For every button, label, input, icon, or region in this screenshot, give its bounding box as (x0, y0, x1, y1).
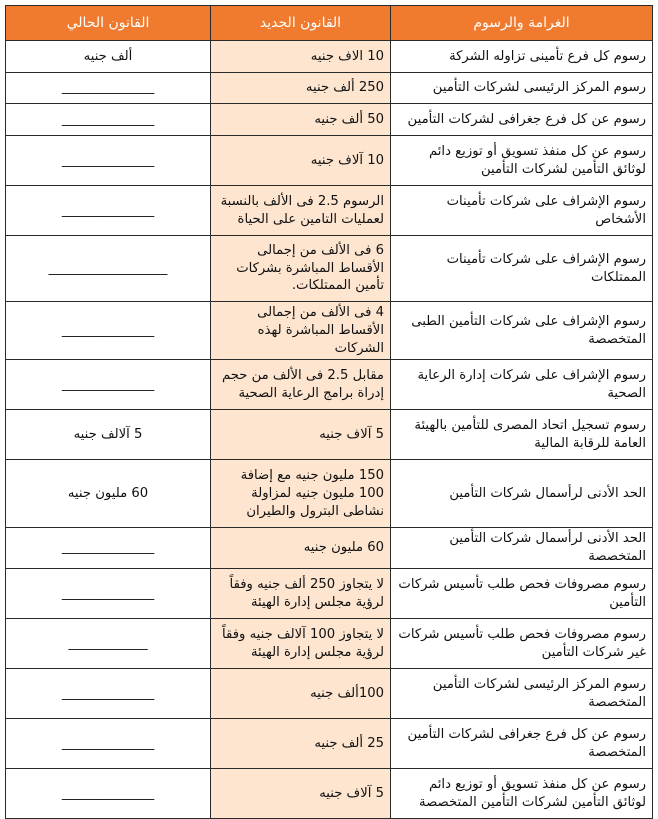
current-law-cell: ______________ (6, 360, 211, 410)
fees-comparison-table (5, 5, 653, 819)
fee-cell: الحد الأدنى لرأسمال شركات التأمين المتخصصة (391, 528, 653, 569)
fee-cell: رسوم كل فرع تأمينى تزاوله الشركة (391, 41, 653, 73)
table-row (6, 360, 653, 410)
fee-cell: رسوم تسجيل اتحاد المصرى للتأمين بالهيئة العامة للرقابة المالية (391, 410, 653, 460)
new-law-cell: 4 فى الألف من إجمالى الأقساط المباشرة لهذه الشركات (211, 302, 391, 360)
table-row (6, 410, 653, 460)
current-law-cell: 5 آلالف جنيه (6, 410, 211, 460)
fee-cell: رسوم عن كل فرع جغرافى لشركات التأمين (391, 104, 653, 136)
table-row (6, 619, 653, 669)
header-current-law: القانون الحالي (6, 6, 211, 41)
new-law-cell: 10 الاف جنيه (211, 41, 391, 73)
current-law-cell: ألف جنيه (6, 41, 211, 73)
new-law-cell: 50 ألف جنيه (211, 104, 391, 136)
table-row (6, 669, 653, 719)
current-law-cell: ______________ (6, 73, 211, 104)
new-law-cell: 10 آلاف جنيه (211, 136, 391, 186)
table-row (6, 236, 653, 302)
table-row (6, 73, 653, 104)
new-law-cell: 5 آلاف جنيه (211, 769, 391, 819)
fee-cell: رسوم عن كل منفذ تسويق أو توزيع دائم لوثائق التأمين لشركات التأمين (391, 136, 653, 186)
new-law-cell: 25 ألف جنيه (211, 719, 391, 769)
table-row (6, 104, 653, 136)
header-new-law: القانون الجديد (211, 6, 391, 41)
fee-cell: رسوم المركز الرئيسى لشركات التأمين (391, 73, 653, 104)
table-row (6, 136, 653, 186)
fee-cell: رسوم عن كل منفذ تسويق أو توزيع دائم لوثائق التأمين لشركات التأمين المتخصصة (391, 769, 653, 819)
fee-cell: رسوم الإشراف على شركات التأمين الطبى المتخصصة (391, 302, 653, 360)
table-header-row (6, 6, 653, 41)
fee-cell: رسوم الإشراف على شركات تأمينات الأشخاص (391, 186, 653, 236)
fee-cell: رسوم المركز الرئيسى لشركات التأمين المتخصصة (391, 669, 653, 719)
new-law-cell: 100ألف جنيه (211, 669, 391, 719)
new-law-cell: لا يتجاوز 100 آلالف جنيه وفقاً لرؤية مجلس إدارة الهيئة (211, 619, 391, 669)
current-law-cell: ______________ (6, 302, 211, 360)
current-law-cell: ______________ (6, 669, 211, 719)
new-law-cell: 6 فى الألف من إجمالى الأقساط المباشرة بشركات تأمين الممتلكات. (211, 236, 391, 302)
current-law-cell: ______________ (6, 136, 211, 186)
current-law-cell: ______________ (6, 186, 211, 236)
new-law-cell: 5 آلاف جنيه (211, 410, 391, 460)
table-row (6, 302, 653, 360)
table-row (6, 569, 653, 619)
new-law-cell: 60 مليون جنيه (211, 528, 391, 569)
table-row (6, 460, 653, 528)
current-law-cell: ______________ (6, 719, 211, 769)
table-row (6, 186, 653, 236)
fee-cell: الحد الأدنى لرأسمال شركات التأمين (391, 460, 653, 528)
fee-cell: رسوم عن كل فرع جغرافى لشركات التأمين المتخصصة (391, 719, 653, 769)
fee-cell: رسوم مصروفات فحص طلب تأسيس شركات غير شركات التأمين (391, 619, 653, 669)
current-law-cell: ______________ (6, 104, 211, 136)
table-row (6, 719, 653, 769)
fees-table-container (5, 5, 652, 810)
new-law-cell: لا يتجاوز 250 ألف جنيه وفقاً لرؤية مجلس إدارة الهيئة (211, 569, 391, 619)
fee-cell: رسوم الإشراف على شركات تأمينات الممتلكات (391, 236, 653, 302)
current-law-cell: ______________ (6, 528, 211, 569)
table-row (6, 41, 653, 73)
current-law-cell: ____________ (6, 619, 211, 669)
current-law-cell: ______________ (6, 569, 211, 619)
table-row (6, 528, 653, 569)
new-law-cell: 250 ألف جنيه (211, 73, 391, 104)
new-law-cell: الرسوم 2.5 فى الألف بالنسبة لعمليات التامين على الحياة (211, 186, 391, 236)
current-law-cell: __________________ (6, 236, 211, 302)
fee-cell: رسوم مصروفات فحص طلب تأسيس شركات التأمين (391, 569, 653, 619)
table-row (6, 769, 653, 819)
fee-cell: رسوم الإشراف على شركات إدارة الرعاية الصحية (391, 360, 653, 410)
new-law-cell: 150 مليون جنيه مع إضافة 100 مليون جنيه لمزاولة نشاطى البترول والطيران (211, 460, 391, 528)
current-law-cell: ______________ (6, 769, 211, 819)
header-fee: الغرامة والرسوم (391, 6, 653, 41)
new-law-cell: مقابل 2.5 فى الألف من حجم إدراة برامج الرعاية الصحية (211, 360, 391, 410)
current-law-cell: 60 مليون جنيه (6, 460, 211, 528)
